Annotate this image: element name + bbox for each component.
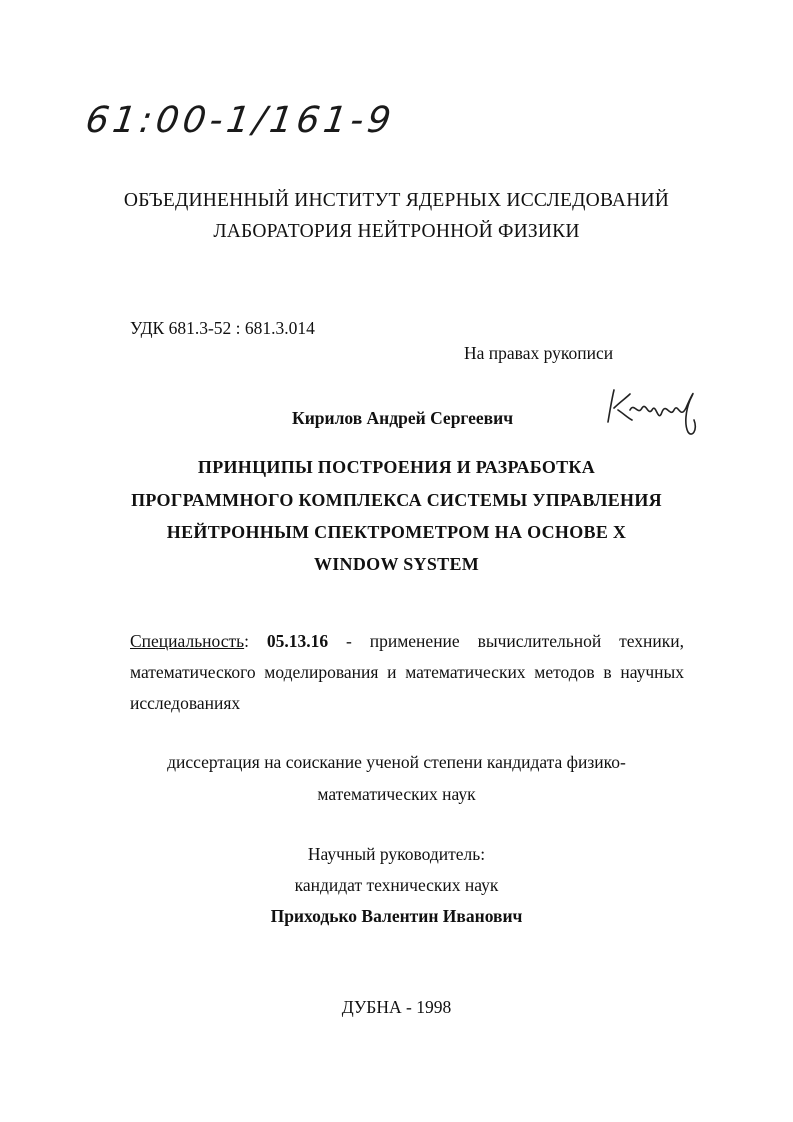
rights-note: На правах рукописи xyxy=(464,343,614,363)
supervisor-name: Приходько Валентин Иванович xyxy=(270,906,523,926)
thesis-title-line-4: WINDOW SYSTEM xyxy=(313,554,480,574)
author-signature xyxy=(600,380,710,440)
thesis-title-line-2: ПРОГРАММНОГО КОМПЛЕКСА СИСТЕМЫ УПРАВЛЕНИЯ xyxy=(131,490,662,510)
specialty-colon: : xyxy=(244,631,249,651)
archive-stamp-code: 61:00-1/161-9 xyxy=(83,100,398,141)
dissertation-line-1: диссертация на соискание ученой степени кандидата физико- xyxy=(167,752,626,772)
city-year: ДУБНА - 1998 xyxy=(341,997,452,1017)
udk-code: УДК 681.3-52 : 681.3.014 xyxy=(130,318,315,338)
specialty-description: - применение вычислительной техники, математического моделирования и математических методов в научных исследованиях xyxy=(130,631,685,713)
institute-name: ОБЪЕДИНЕННЫЙ ИНСТИТУТ ЯДЕРНЫХ ИССЛЕДОВАНИЙ xyxy=(123,190,670,211)
supervisor-label: Научный руководитель: xyxy=(307,844,486,864)
thesis-title-line-3: НЕЙТРОННЫМ СПЕКТРОМЕТРОМ НА ОСНОВЕ X xyxy=(166,522,627,542)
specialty-label: Специальность xyxy=(130,631,245,651)
thesis-title-line-1: ПРИНЦИПЫ ПОСТРОЕНИЯ И РАЗРАБОТКА xyxy=(197,457,596,477)
laboratory-name: ЛАБОРАТОРИЯ НЕЙТРОННОЙ ФИЗИКИ xyxy=(213,221,580,242)
specialty-code: 05.13.16 xyxy=(266,631,329,651)
supervisor-degree: кандидат технических наук xyxy=(294,875,499,895)
specialty-paragraph xyxy=(130,626,684,719)
dissertation-line-2: математических наук xyxy=(317,784,476,804)
author-name: Кирилов Андрей Сергеевич xyxy=(292,408,514,428)
